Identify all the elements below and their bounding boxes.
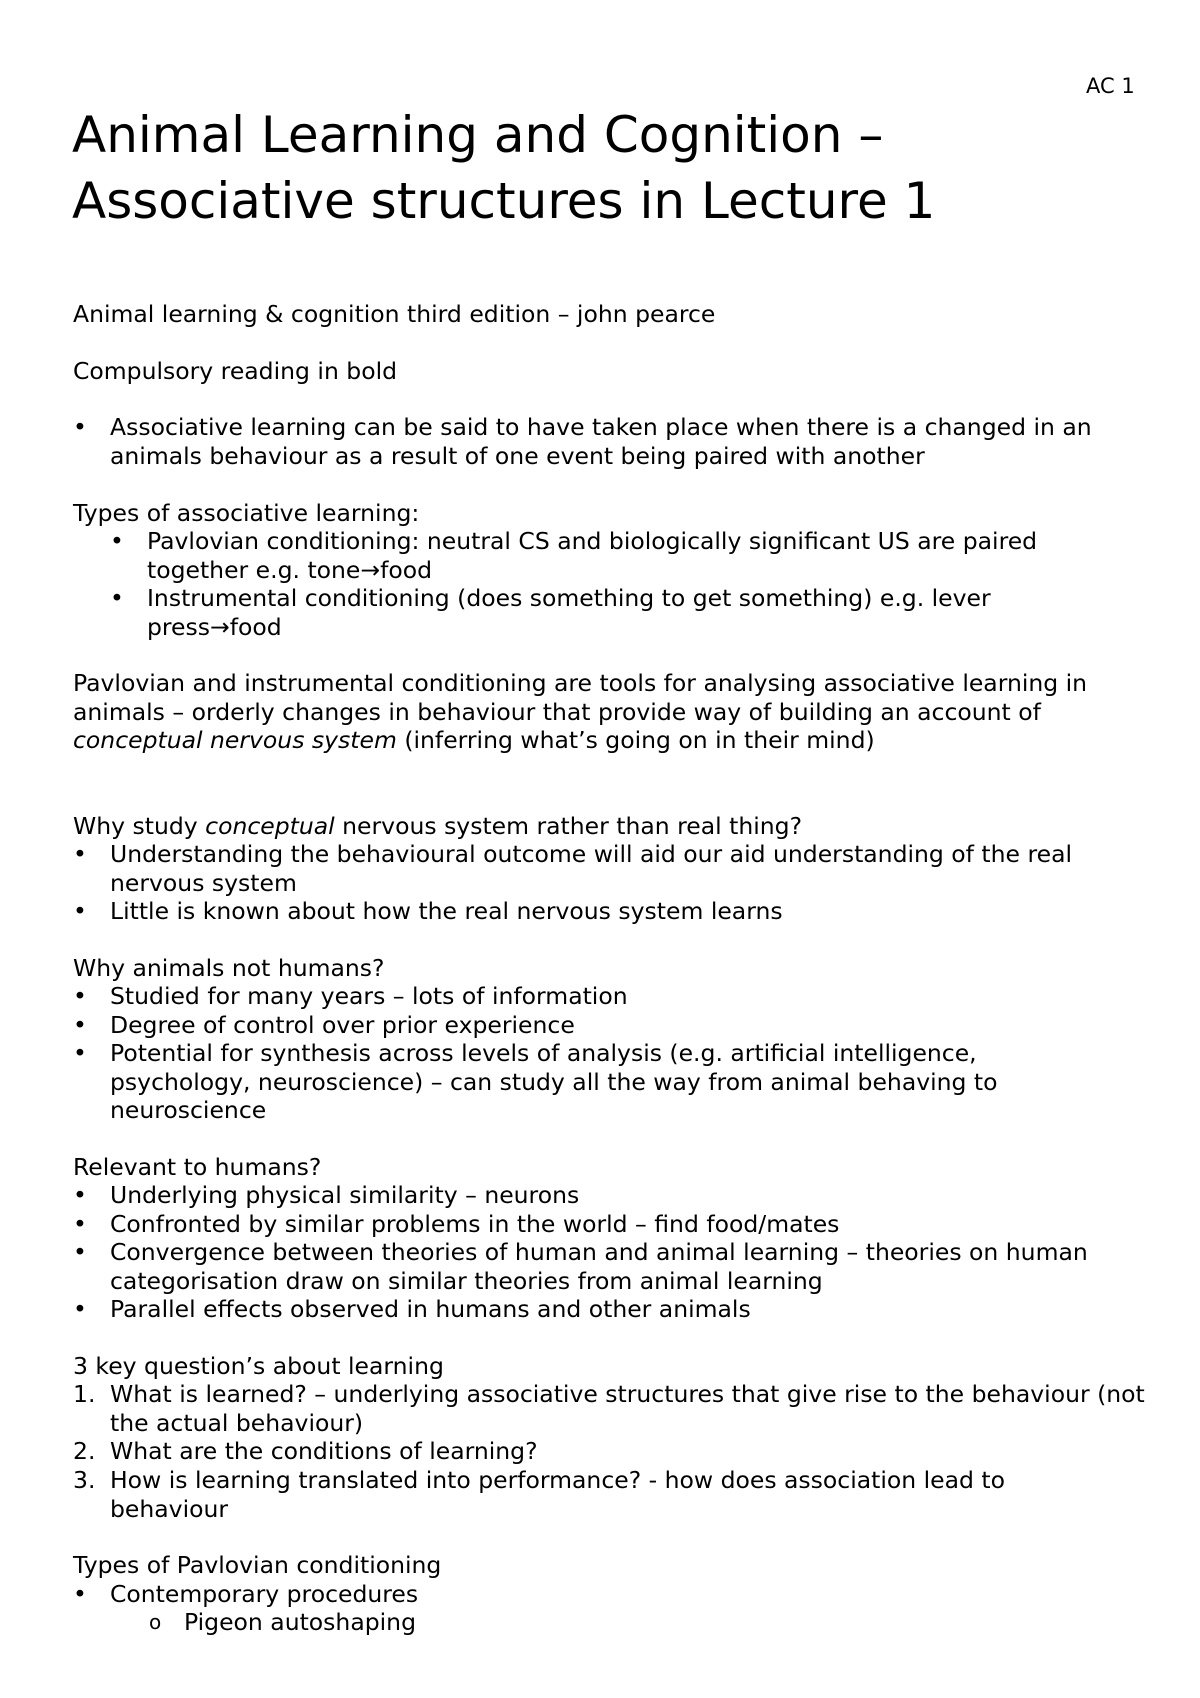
list-item: Potential for synthesis across levels of analysis (e.g. artificial intelligence, psychology, neuroscience) – can study all the way from animal behaving to neuroscience — [110, 1039, 998, 1124]
list-item: Little is known about how the real nervous system learns — [110, 897, 783, 925]
list-item: Parallel effects observed in humans and other animals — [110, 1295, 751, 1323]
bullet-icon: • — [73, 1181, 87, 1209]
list-item: Studied for many years – lots of information — [110, 982, 628, 1010]
why-conceptual-pre: Why study — [73, 812, 206, 840]
hollow-bullet-icon: o — [149, 1610, 162, 1634]
key-questions-heading: 3 key question’s about learning — [73, 1352, 444, 1380]
bullet-icon: • — [110, 584, 124, 612]
bullet-icon: • — [73, 1238, 87, 1266]
header-tag: AC 1 — [1086, 74, 1135, 98]
why-animals-heading: Why animals not humans? — [73, 954, 385, 982]
bullet-icon: • — [73, 413, 87, 441]
why-conceptual-heading — [73, 812, 802, 841]
bullet-icon: • — [73, 1580, 87, 1608]
tools-emphasis: conceptual nervous system — [73, 726, 397, 754]
list-number: 3. — [73, 1466, 96, 1494]
compulsory-note: Compulsory reading in bold — [73, 357, 398, 385]
why-conceptual-emphasis: conceptual — [205, 812, 335, 840]
why-conceptual-post: nervous system rather than real thing? — [334, 812, 803, 840]
list-number: 2. — [73, 1437, 96, 1465]
tools-paragraph — [73, 669, 1143, 755]
list-item: Convergence between theories of human and animal learning – theories on human categorisation draw on similar theories from animal learning — [110, 1238, 1088, 1295]
list-number: 1. — [73, 1380, 96, 1408]
bullet-icon: • — [73, 1011, 87, 1039]
numbered-item: What are the conditions of learning? — [110, 1437, 538, 1465]
list-item: Understanding the behavioural outcome will aid our aid understanding of the real nervous system — [110, 840, 1072, 897]
pavlovian-types-heading: Types of Pavlovian conditioning — [73, 1551, 442, 1579]
list-item: Underlying physical similarity – neurons — [110, 1181, 580, 1209]
tools-part2: (inferring what’s going on in their mind) — [396, 726, 875, 754]
list-item-assoc-def: Associative learning can be said to have taken place when there is a changed in an animals behaviour as a result of one event being paired with another — [110, 413, 1092, 470]
bullet-icon: • — [73, 1295, 87, 1323]
bullet-icon: • — [73, 982, 87, 1010]
types-heading: Types of associative learning: — [73, 499, 420, 527]
list-item: Contemporary procedures — [110, 1580, 419, 1608]
bullet-icon: • — [73, 1210, 87, 1238]
bullet-icon: • — [110, 527, 124, 555]
tools-part1: Pavlovian and instrumental conditioning are tools for analysing associative learning in animals – orderly changes in behaviour that provide way of building an account of — [73, 669, 1088, 726]
list-item: Degree of control over prior experience — [110, 1011, 575, 1039]
bullet-icon: • — [73, 1039, 87, 1067]
relevant-heading: Relevant to humans? — [73, 1153, 322, 1181]
bullet-icon: • — [73, 897, 87, 925]
bullet-icon: • — [73, 840, 87, 868]
page-title: Animal Learning and Cognition – Associative structures in Lecture 1 — [72, 106, 936, 230]
list-item-pavlovian: Pavlovian conditioning: neutral CS and biologically significant US are paired together e.g. tone→food — [147, 527, 1038, 584]
numbered-item: How is learning translated into performance? - how does association lead to behaviour — [110, 1466, 1005, 1523]
book-reference: Animal learning & cognition third edition – john pearce — [73, 300, 716, 328]
numbered-item: What is learned? – underlying associative structures that give rise to the behaviour (not the actual behaviour) — [110, 1380, 1145, 1437]
list-item: Confronted by similar problems in the world – find food/mates — [110, 1210, 840, 1238]
sub-list-item: Pigeon autoshaping — [184, 1608, 416, 1636]
list-item-instrumental: Instrumental conditioning (does something to get something) e.g. lever press→food — [147, 584, 991, 641]
